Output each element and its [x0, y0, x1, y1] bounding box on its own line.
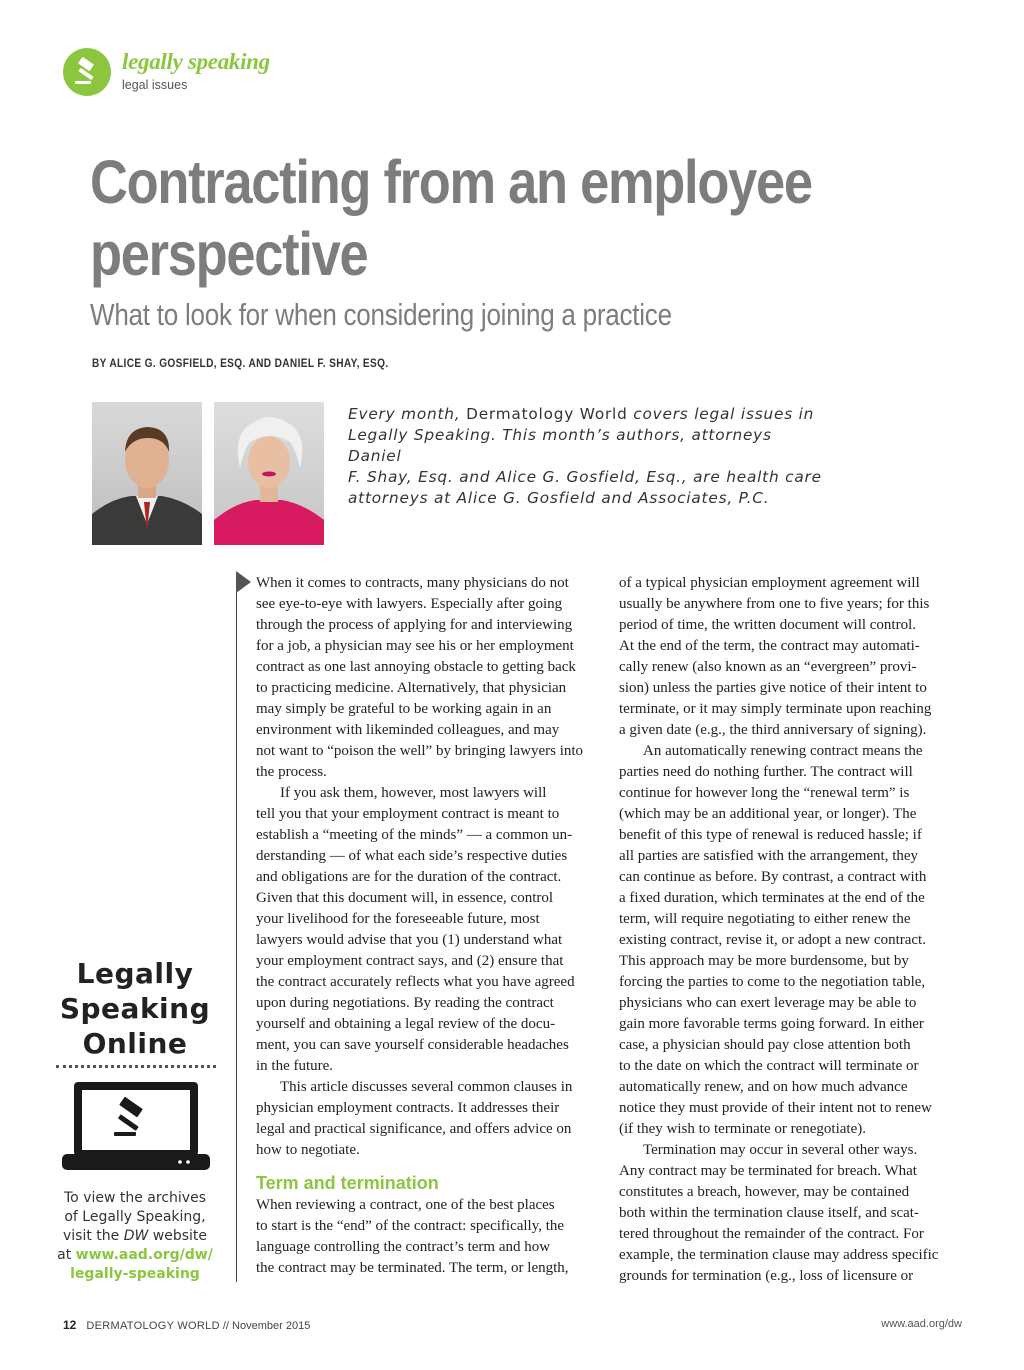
text-line: tered throughout the remainder of the contract. For — [619, 1226, 924, 1242]
section-subkicker: legal issues — [122, 78, 188, 92]
text-line: to the date on which the contract will terminate or — [619, 1058, 919, 1074]
laptop-gavel-icon — [62, 1080, 210, 1177]
text-line: and obligations are for the duration of the contract. — [256, 869, 562, 885]
text-line: When reviewing a contract, one of the best places — [256, 1197, 555, 1213]
sidebar-text-line-2: of Legally Speaking, — [64, 1209, 206, 1225]
text-line: forcing the parties to come to the negotiation table, — [619, 974, 926, 990]
intro-line-4: attorneys at Alice G. Gosfield and Associates, P.C. — [348, 489, 770, 507]
intro-publication: Dermatology World — [466, 405, 628, 423]
text-line: physician employment contracts. It addresses their — [256, 1100, 560, 1116]
byline: BY ALICE G. GOSFIELD, ESQ. AND DANIEL F. SHAY, ESQ. — [92, 358, 389, 370]
text-line: language controlling the contract’s term and how — [256, 1239, 551, 1255]
paragraph — [619, 573, 965, 741]
issue-date: November 2015 — [232, 1320, 311, 1332]
page-title — [90, 146, 830, 290]
text-line: cally renew (also known as an “evergreen” provi- — [619, 659, 917, 675]
text-line: automatically renew, and on how much advance — [619, 1079, 908, 1095]
sidebar-text-part: visit the — [62, 1228, 124, 1244]
text-line: contract as one last annoying obstacle to getting back — [256, 659, 576, 675]
sidebar-rule — [236, 580, 237, 1282]
sidebar-text-dw: DW — [123, 1228, 149, 1244]
sidebar-text-line-4 — [55, 1246, 215, 1265]
text-line: notice they must provide of their intent not to renew — [619, 1100, 932, 1116]
paragraph — [619, 1140, 965, 1287]
text-line: upon during negotiations. By reading the contract — [256, 995, 554, 1011]
text-line: your livelihood for the foreseeable future, most — [256, 911, 540, 927]
page-subtitle: What to look for when considering joining a practice — [90, 297, 672, 332]
intro-line-1-rest: covers legal issues in — [627, 405, 815, 423]
paragraph — [619, 741, 965, 1140]
sidebar-divider — [56, 1065, 216, 1068]
text-line: term, will require negotiating to either renew the — [619, 911, 911, 927]
sidebar-title — [55, 956, 215, 1061]
section-heading: Term and termination — [256, 1173, 439, 1193]
text-line: may simply be grateful to be working again in an — [256, 701, 552, 717]
text-line: An automatically renewing contract means the — [643, 743, 923, 759]
text-line: through the process of applying for and interviewing — [256, 617, 573, 633]
body-column-2 — [619, 573, 965, 1287]
sidebar-title-line-1: Legally — [76, 957, 194, 990]
text-line: If you ask them, however, most lawyers will — [280, 785, 547, 801]
text-line: the contract accurately reflects what you have agreed — [256, 974, 575, 990]
intro-text — [348, 404, 828, 509]
text-line: the process. — [256, 764, 327, 780]
sidebar-text-part: at — [57, 1247, 76, 1263]
text-line: grounds for termination (e.g., loss of licensure or — [619, 1268, 914, 1284]
body-column-1 — [256, 573, 602, 1279]
text-line: see eye-to-eye with lawyers. Especially after going — [256, 596, 563, 612]
text-line: lawyers would advise that you (1) understand what — [256, 932, 563, 948]
title-line-1: Contracting from an employee — [90, 148, 812, 216]
text-line: establish a “meeting of the minds” — a common un- — [256, 827, 573, 843]
text-line: environment with likeminded colleagues, and may — [256, 722, 560, 738]
archive-link[interactable]: www.aad.org/dw/ — [75, 1247, 213, 1263]
section-kicker: legally speaking — [122, 49, 270, 74]
text-line: This article discusses several common clauses in — [280, 1079, 573, 1095]
text-line: (which may be an additional year, or longer). The — [619, 806, 917, 822]
intro-lead: Every month, — [348, 405, 467, 423]
text-line: Given that this document will, in essence, control — [256, 890, 554, 906]
text-line: for a job, a physician may see his or her employment — [256, 638, 574, 654]
magazine-name: DERMATOLOGY WORLD — [86, 1320, 220, 1332]
text-line: (if they wish to terminate or renegotiate). — [619, 1121, 866, 1137]
text-line: physicians who can exert leverage may be able to — [619, 995, 917, 1011]
archive-link-continued[interactable]: legally-speaking — [70, 1266, 200, 1282]
text-line: period of time, the written document will control. — [619, 617, 917, 633]
intro-line-3: F. Shay, Esq. and Alice G. Gosfield, Esq., are health care — [348, 468, 822, 486]
text-line: in the future. — [256, 1058, 334, 1074]
footer-left — [63, 1318, 310, 1332]
text-line: parties need do nothing further. The contract will — [619, 764, 913, 780]
text-line: tell you that your employment contract is meant to — [256, 806, 560, 822]
sidebar-title-line-2: Speaking — [59, 992, 211, 1025]
text-line: derstanding — of what each side’s respective duties — [256, 848, 568, 864]
start-arrow-icon — [236, 571, 251, 593]
sidebar-text-line-1: To view the archives — [64, 1190, 206, 1206]
text-line: usually be anywhere from one to five years; for this — [619, 596, 930, 612]
paragraph — [256, 1195, 602, 1279]
text-line: benefit of this type of renewal is reduced hassle; if — [619, 827, 922, 843]
sidebar-text-part: website — [148, 1228, 208, 1244]
paragraph — [256, 783, 602, 1077]
text-line: existing contract, revise it, or adopt a new contract. — [619, 932, 926, 948]
text-line: not want to “poison the well” by bringing lawyers into — [256, 743, 584, 759]
text-line: all parties are satisfied with the arrangement, they — [619, 848, 919, 864]
author-photo-daniel-shay — [92, 402, 202, 545]
text-line: how to negotiate. — [256, 1142, 360, 1158]
text-line: terminate, or it may simply terminate upon reaching — [619, 701, 932, 717]
text-line: gain more favorable terms going forward. In either — [619, 1016, 924, 1032]
text-line: sion) unless the parties give notice of their intent to — [619, 680, 927, 696]
text-line: Any contract may be terminated for breach. What — [619, 1163, 917, 1179]
text-line: of a typical physician employment agreement will — [619, 575, 920, 591]
text-line: your employment contract says, and (2) ensure that — [256, 953, 564, 969]
paragraph — [256, 1077, 602, 1161]
text-line: constitutes a breach, however, may be contained — [619, 1184, 910, 1200]
footer-separator: // — [219, 1320, 233, 1332]
text-line: legal and practical significance, and offers advice on — [256, 1121, 572, 1137]
sidebar-text — [55, 1189, 215, 1284]
text-line: yourself and obtaining a legal review of the docu- — [256, 1016, 556, 1032]
text-line: a fixed duration, which terminates at the end of the — [619, 890, 925, 906]
page-number: 12 — [63, 1318, 77, 1332]
text-line: When it comes to contracts, many physicians do not — [256, 575, 569, 591]
title-line-2: perspective — [90, 220, 368, 288]
text-line: both within the termination clause itself, and scat- — [619, 1205, 919, 1221]
gavel-icon — [63, 48, 111, 96]
text-line: Termination may occur in several other ways. — [643, 1142, 918, 1158]
text-line: to practicing medicine. Alternatively, that physician — [256, 680, 567, 696]
text-line: continue for however long the “renewal term” is — [619, 785, 910, 801]
text-line: example, the termination clause may address specific — [619, 1247, 939, 1263]
text-line: At the end of the term, the contract may automati- — [619, 638, 920, 654]
sidebar-text-line-3 — [55, 1227, 215, 1246]
text-line: ment, you can save yourself considerable headaches — [256, 1037, 569, 1053]
text-line: This approach may be more burdensome, but by — [619, 953, 909, 969]
intro-line-2: Legally Speaking. This month’s authors, attorneys Daniel — [348, 426, 772, 465]
author-photo-alice-gosfield — [214, 402, 324, 545]
paragraph — [256, 573, 602, 783]
text-line: can continue as before. By contrast, a contract with — [619, 869, 927, 885]
text-line: to start is the “end” of the contract: specifically, the — [256, 1218, 565, 1234]
text-line: case, a physician should pay close attention both — [619, 1037, 911, 1053]
sidebar-title-line-3: Online — [82, 1027, 188, 1060]
footer-url[interactable]: www.aad.org/dw — [881, 1318, 962, 1330]
text-line: a given date (e.g., the third anniversary of signing). — [619, 722, 927, 738]
text-line: the contract may be terminated. The term, or length, — [256, 1260, 569, 1276]
